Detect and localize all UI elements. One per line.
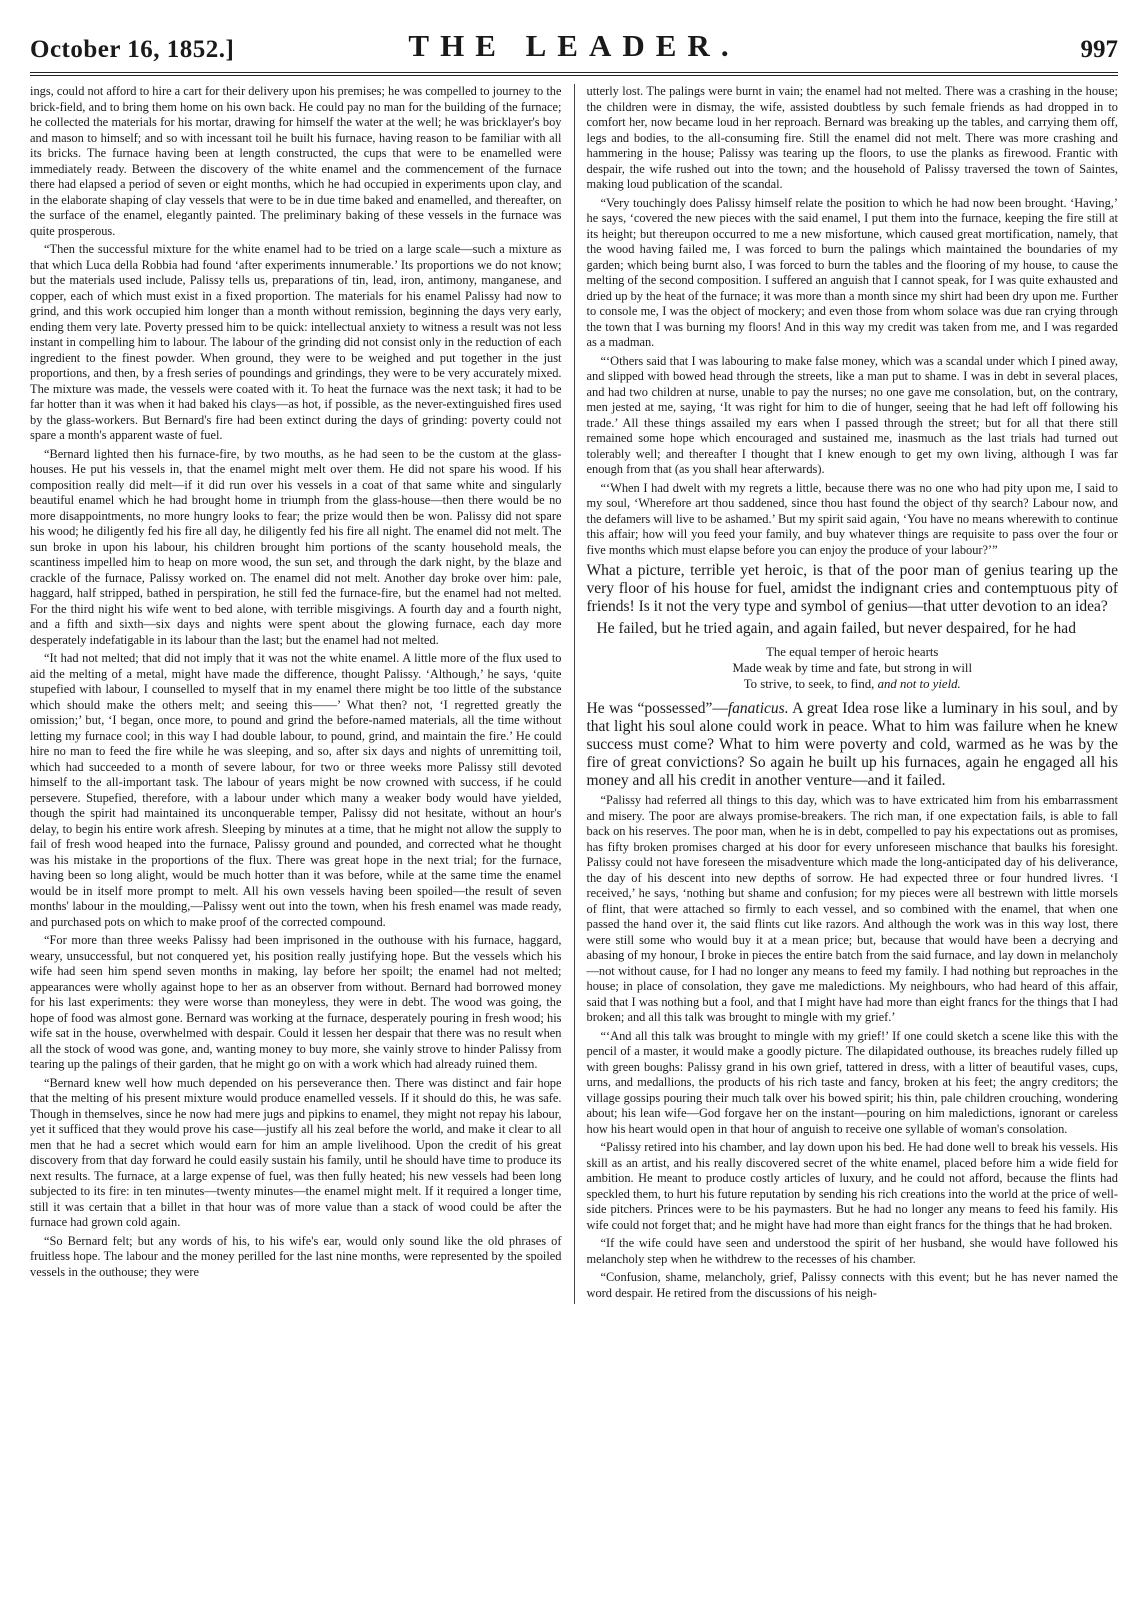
paragraph: “Then the successful mixture for the white enamel had to be tried on a large scale—such a mixture as that which Luca della Robbia had found ‘after experiments innumerable.’ Its proportions we do not know; but the materials used include, Palissy tells us, preparations of tin, lead, iron, antimony, manganese, and copper, each of which must exist in a fixed proportion. The materials for his enamel Palissy had now to grind, and this work occupied him longer than a month without remission, beginning the days very early, ending them very late. Poverty pressed him to be quick: intellectual anxiety to witness a result was not less instant in compelling him to labour. The labour of the grinding did not consist only in the reduction of each ingredient to the finest powder. When ground, they were to be weighed and put together in the just proportions, and then, by a fresh series of poundings and grindings, they were to be very accurately mixed. The mixture was made, the vessels were coated with it. To heat the furnace was the next task; it had to be far hotter than it was when it had baked his clays—as hot, if possible, as the never-extinguished fires used by the glass-workers. But Bernard's fire had been extinct during the days of grinding: poverty could not spare a month's apparent waste of fuel. [30,242,562,442]
paragraph: “Bernard knew well how much depended on his perseverance then. There was distinct and fair hope that the melting of his present mixture would produce enamelled vessels. If it should do this, he was safe. Though in themselves, since he now had mere jugs and pipkins to enamel, they might not repay his labour, yet it sufficed that they would prove his case—justify all his zeal before the world, and make it clear to all men that he had a secret which would earn for him an ample livelihood. Upon the credit of his great discovery from that day forward he could easily sustain his family, until he should have time to produce its next results. The furnace, at a large expense of fuel, was then fully heated; his new vessels had been long subjected to its fire: in ten minutes—twenty minutes—the enamel might melt. If it required a longer time, still it was certain that a billet in that hour was of more value than a stack of wood could be after the furnace had grown cold again. [30,1075,562,1229]
paragraph: “For more than three weeks Palissy had been imprisoned in the outhouse with his furnace, haggard, weary, unsuccessful, but not conquered yet, his position really justifying hope. But the vessels which his wife had seen him spend seven months in making, lay before her spoilt; the enamel had not melted; appearances were wholly against hope to her as an observer from without. Bernard had borrowed money for his last experiments: they were worse than moneyless, they were in debt. The wood was going, the hope of food was almost gone. Bernard was working at the furnace, desperately pouring in fresh wood; his wife sat in the house, overwhelmed with despair. Could it lessen her despair that there was no result when all the stock of wood was gone, and, wanting money to buy more, she vainly strove to hinder Palissy from tearing up the palings of their garden, that he might go on with a work which had already ruined them. [30,933,562,1071]
paragraph: “Bernard lighted then his furnace-fire, by two mouths, as he had seen to be the custom at the glass-houses. He put his vessels in, that the enamel might melt over them. He did not spare his wood. If his composition really did melt—if it did run over his vessels in a coat of that same white and singularly beautiful enamel which he had brought home in triumph from the glass-house—then there would be no more disappointments, no more hungry looks to fear; the prize would then be won. Palissy did not spare his wood; he diligently fed his fire all day, he diligently fed his fire all night. The enamel did not melt. The sun broke in upon his labour, his children brought him portions of the scanty household meals, the scantiness impelled him to heap on more wood, the sun set, and through the dark night, by the blaze and crackle of the furnace, Palissy worked on. The enamel did not melt. Another day broke over him: pale, haggard, half stripped, bathed in perspiration, he still fed the furnace-fire, but the enamel had not melted. For the third night his wife went to bed alone, with terrible misgivings. A fourth day and a fourth night, and a fifth and sixth—six days and nights were spent about the glowing furnace, each day more desperately indefatigable in its labour than the last; but the enamel had not melted. [30,446,562,647]
editorial-paragraph [587,700,1119,790]
article-body [30,84,1118,1304]
editorial-text: He was “possessed”— [586,700,728,717]
masthead [30,0,1118,70]
verse-line: Made weak by time and fate, but strong in will [732,661,973,675]
editorial-paragraph: What a picture, terrible yet heroic, is that of the poor man of genius tearing up the very floor of his house for fuel, amidst the indignant cries and contemptuous pity of friends! Is it not the very type and symbol of genius—that utter devotion to an idea? [586,562,1118,615]
header-rule [30,72,1118,73]
paragraph: “It had not melted; that did not imply that it was not the white enamel. A little more of the flux used to aid the melting of a metal, might have made the difference, thought Palissy. ‘Although,’ he says, ‘quite stupefied with labour, I counselled to myself that in my enamel there might be too little of the substance which should make the others melt; and seeing this——’ What then? not, ‘I regretted greatly the omission;’ but, ‘I began, once more, to pound and grind the before-named materials, all the time without letting my furnace cool; in this way I had double labour, to pound, grind, and maintain the fire.’ He could hire no man to feed the fire while he was sleeping, and so, after six days and nights of unremitting toil, which had succeeded to a month of severe labour, for two or three weeks more Palissy still devoted himself to the all-important task. The labour of years might be now crowned with success, if he could persevere. Stupefied, therefore, with a labour under which many a weaker body would have yielded, though the spirit had maintained its unconquerable temper, Palissy did not hesitate, without an hour's delay, to begin his entire work afresh. Sleeping by minutes at a time, that he might not allow the supply to fail of fresh wood heaped into the furnace, Palissy ground and pounded, and corrected what he thought was his mistake in the proportions of the flux. There was great hope in the next trial; for the furnace, having been so long alight, would be much hotter than it was before, while at the same time the enamel would be in itself more prompt to melt. All his own vessels having been spoiled—the result of seven months' labour in the moulding,—Palissy went out into the town, when his fresh enamel was made ready, and purchased pots on which to make proof of the corrected compound. [30,651,562,929]
header-rule-secondary [30,75,1118,76]
paragraph: “‘And all this talk was brought to mingle with my grief!’ If one could sketch a scene like this with the pencil of a master, it would make a goodly picture. The dilapidated outhouse, its breaches rudely filled up with green boughs: Palissy grand in his own grief, tattered in dress, with a litter of beautiful vases, cups, urns, and medallions, the products of his rich taste and fancy, broken at his feet; the angry creditors; the village gossips pouring their much talk over his bowed spirit; his thin, pale children crouching, wondering about; his lean wife—God forgave her on the instant—pouring on him maledictions, ignorant or careless how his heart would open in that hour of anguish to receive one syllable of woman's consolation. [586,1028,1118,1136]
verse-line-emphasis: and not to yield. [877,677,961,691]
paragraph: “If the wife could have seen and understood the spirit of her husband, she would have followed his melancholy step when he withdrew to the recesses of his chamber. [586,1236,1118,1266]
verse-line [587,676,1119,692]
right-column [574,84,1119,1304]
paragraph: “‘When I had dwelt with my regrets a little, because there was no one who had pity upon me, I said to my soul, ‘Wherefore art thou saddened, since thou hast found the object of thy search? Labour now, and the defamers will live to be ashamed.’ But my spirit said again, ‘You have no means wherewith to continue this affair; how will you feed your family, and buy whatever things are requisite to pass over the four or five months which must elapse before you can enjoy the produce of your labour?’” [586,480,1118,557]
paragraph: “‘Others said that I was labouring to make false money, which was a scandal under which I pined away, and slipped with bowed head through the streets, like a man put to shame. I was in debt in several places, and had two children at nurse, unable to pay the nurses; no one gave me consolation, but, on the contrary, men jested at me, saying, ‘It was right for him to die of hunger, seeing that he had left off following his trade.’ All these things assailed my ears when I passed through the street; but for all that there still remained some hope which encouraged and sustained me, inasmuch as the last trials had turned out tolerably well; and thereafter I thought that I knew enough to get my own living, although I was far enough from that (as you shall hear afterwards). [586,353,1118,476]
paragraph: ings, could not afford to hire a cart for their delivery upon his premises; he was compelled to journey to the brick-field, and to bring them home on his own back. He could pay no man for the building of the furnace; he collected the materials for his mortar, drawing for himself the water at the well; he was bricklayer's boy and mason to himself; and so with incessant toil he built his furnace, having reason to be familiar with all its bricks. The furnace having been at length constructed, the cups that were to be enamelled were immediately ready. Between the discovery of the white enamel and the commencement of the furnace there had elapsed a period of seven or eight months, which he had occupied in experiments upon clay, and in the elaborate shaping of clay vessels that were to be in due time baked and enamelled, and thereafter, on the surface of the enamel, elegantly painted. The preliminary baking of these vessels in the furnace was quite prosperous. [30,84,562,238]
editorial-emphasis: fanaticus. [727,700,789,717]
newspaper-title: THE LEADER. [408,28,740,63]
page-number: 997 [1080,36,1118,63]
paragraph: “Palissy had referred all things to this day, which was to have extricated him from his embarrassment and misery. The poor are always promise-breakers. The rich man, if one expectation fails, is able to fall back on his reserves. The poor man, when he is in debt, compelled to pay his expectations out as promises, has fifty broken promises charged at his door for every unforeseen mischance that baulks his foresight. Palissy could not have foreseen the misadventure which made the long-anticipated day of his deliverance, the day of his descent into new depths of sorrow. He had expected three or four hundred livres. ‘I received,’ he says, ‘nothing but shame and confusion; for my pieces were all bestrewn with little morsels of flint, that were attached so firmly to each vessel, and so combined with the enamel, that when one passed the hand over it, the said flints cut like razors. And although the work was in this way lost, there were still some who would buy it at a mean price; but, because that would have been a decrying and abasing of my honour, I broke in pieces the entire batch from the said furnace, and lay down in melancholy—not without cause, for I had no longer any means to feed my family. I had nothing but reproaches in the house; in place of consolation, they gave me maledictions. My neighbours, who had heard of this affair, said that I was nothing but a fool, and that I might have had more than eight francs for the things that I had broken; and all this talk was brought to mingle with my grief.’ [586,793,1118,1024]
verse-line: The equal temper of heroic hearts [766,645,939,659]
paragraph: utterly lost. The palings were burnt in vain; the enamel had not melted. There was a crashing in the house; the children were in dismay, the wife, assisted doubtless by such female friends as had dropped in to comfort her, now became loud in her reproach. Bernard was breaking up the tables, and carrying them off, legs and bodies, to the all-consuming fire. Still the enamel did not melt. There was more crashing and hammering in the house; Palissy was tearing up the floors, to use the planks as firewood. Frantic with despair, the wife rushed out into the town; and the household of Palissy traversed the town of Saintes, making loud publication of the scandal. [586,84,1118,191]
paragraph: “So Bernard felt; but any words of his, to his wife's ear, would only sound like the old phrases of fruitless hope. The labour and the money perilled for the last nine months, were represented by the spoiled vessels in the outhouse; they were [30,1233,562,1279]
editorial-paragraph: He failed, but he tried again, and again failed, but never despaired, for he had [596,620,1076,637]
editorial-text: A great Idea rose like a luminary in his soul, and by that light his soul alone could work in peace. What to him was failure when he knew success must come? What to him were poverty and cold, warmed as he was by the fire of great convictions? So again he built up his furnaces, again he engaged all his money and all his credit in another venture—and it failed. [586,700,1118,789]
paragraph: “Palissy retired into his chamber, and lay down upon his bed. He had done well to break his vessels. His skill as an artist, and his really discovered secret of the white enamel, placed before him a wide field for ambition. He meant to produce costly articles of luxury, and he could not afford, because the flints had speckled them, to hurt his future reputation by sending his rich creations into the world at the price of well-side pitchers. Princes were to be his paymasters. But he had no longer any means to feed his family. His wife could not forget that; and he might have had more than eight francs for the things that he had broken. [586,1140,1118,1232]
verse-quote [587,644,1119,692]
issue-date: October 16, 1852.] [30,36,235,63]
verse-line-start: To strive, to seek, to find, [743,677,878,691]
paragraph: “Confusion, shame, melancholy, grief, Palissy connects with this event; but he has never named the word despair. He retired from the discussions of his neigh- [586,1270,1118,1300]
left-column [30,84,574,1304]
paragraph: “Very touchingly does Palissy himself relate the position to which he had now been brought. ‘Having,’ he says, ‘covered the new pieces with the said enamel, I put them into the furnace, keeping the fire still at its height; but thereupon occurred to me a new misfortune, which caused great mortification, namely, that the wood having failed me, I was forced to burn the palings which maintained the boundaries of my garden; which being burnt also, I was forced to burn the tables and the flooring of my house, to cause the melting of the second composition. I suffered an anguish that I cannot speak, for I was quite exhausted and dried up by the heat of the furnace; it was more than a month since my shirt had been dry upon me. Further to console me, I was the object of mockery; and even those from whom solace was due ran crying through the town that I was burning my floors! And in this way my credit was taken from me, and I was regarded as a madman. [586,195,1118,349]
